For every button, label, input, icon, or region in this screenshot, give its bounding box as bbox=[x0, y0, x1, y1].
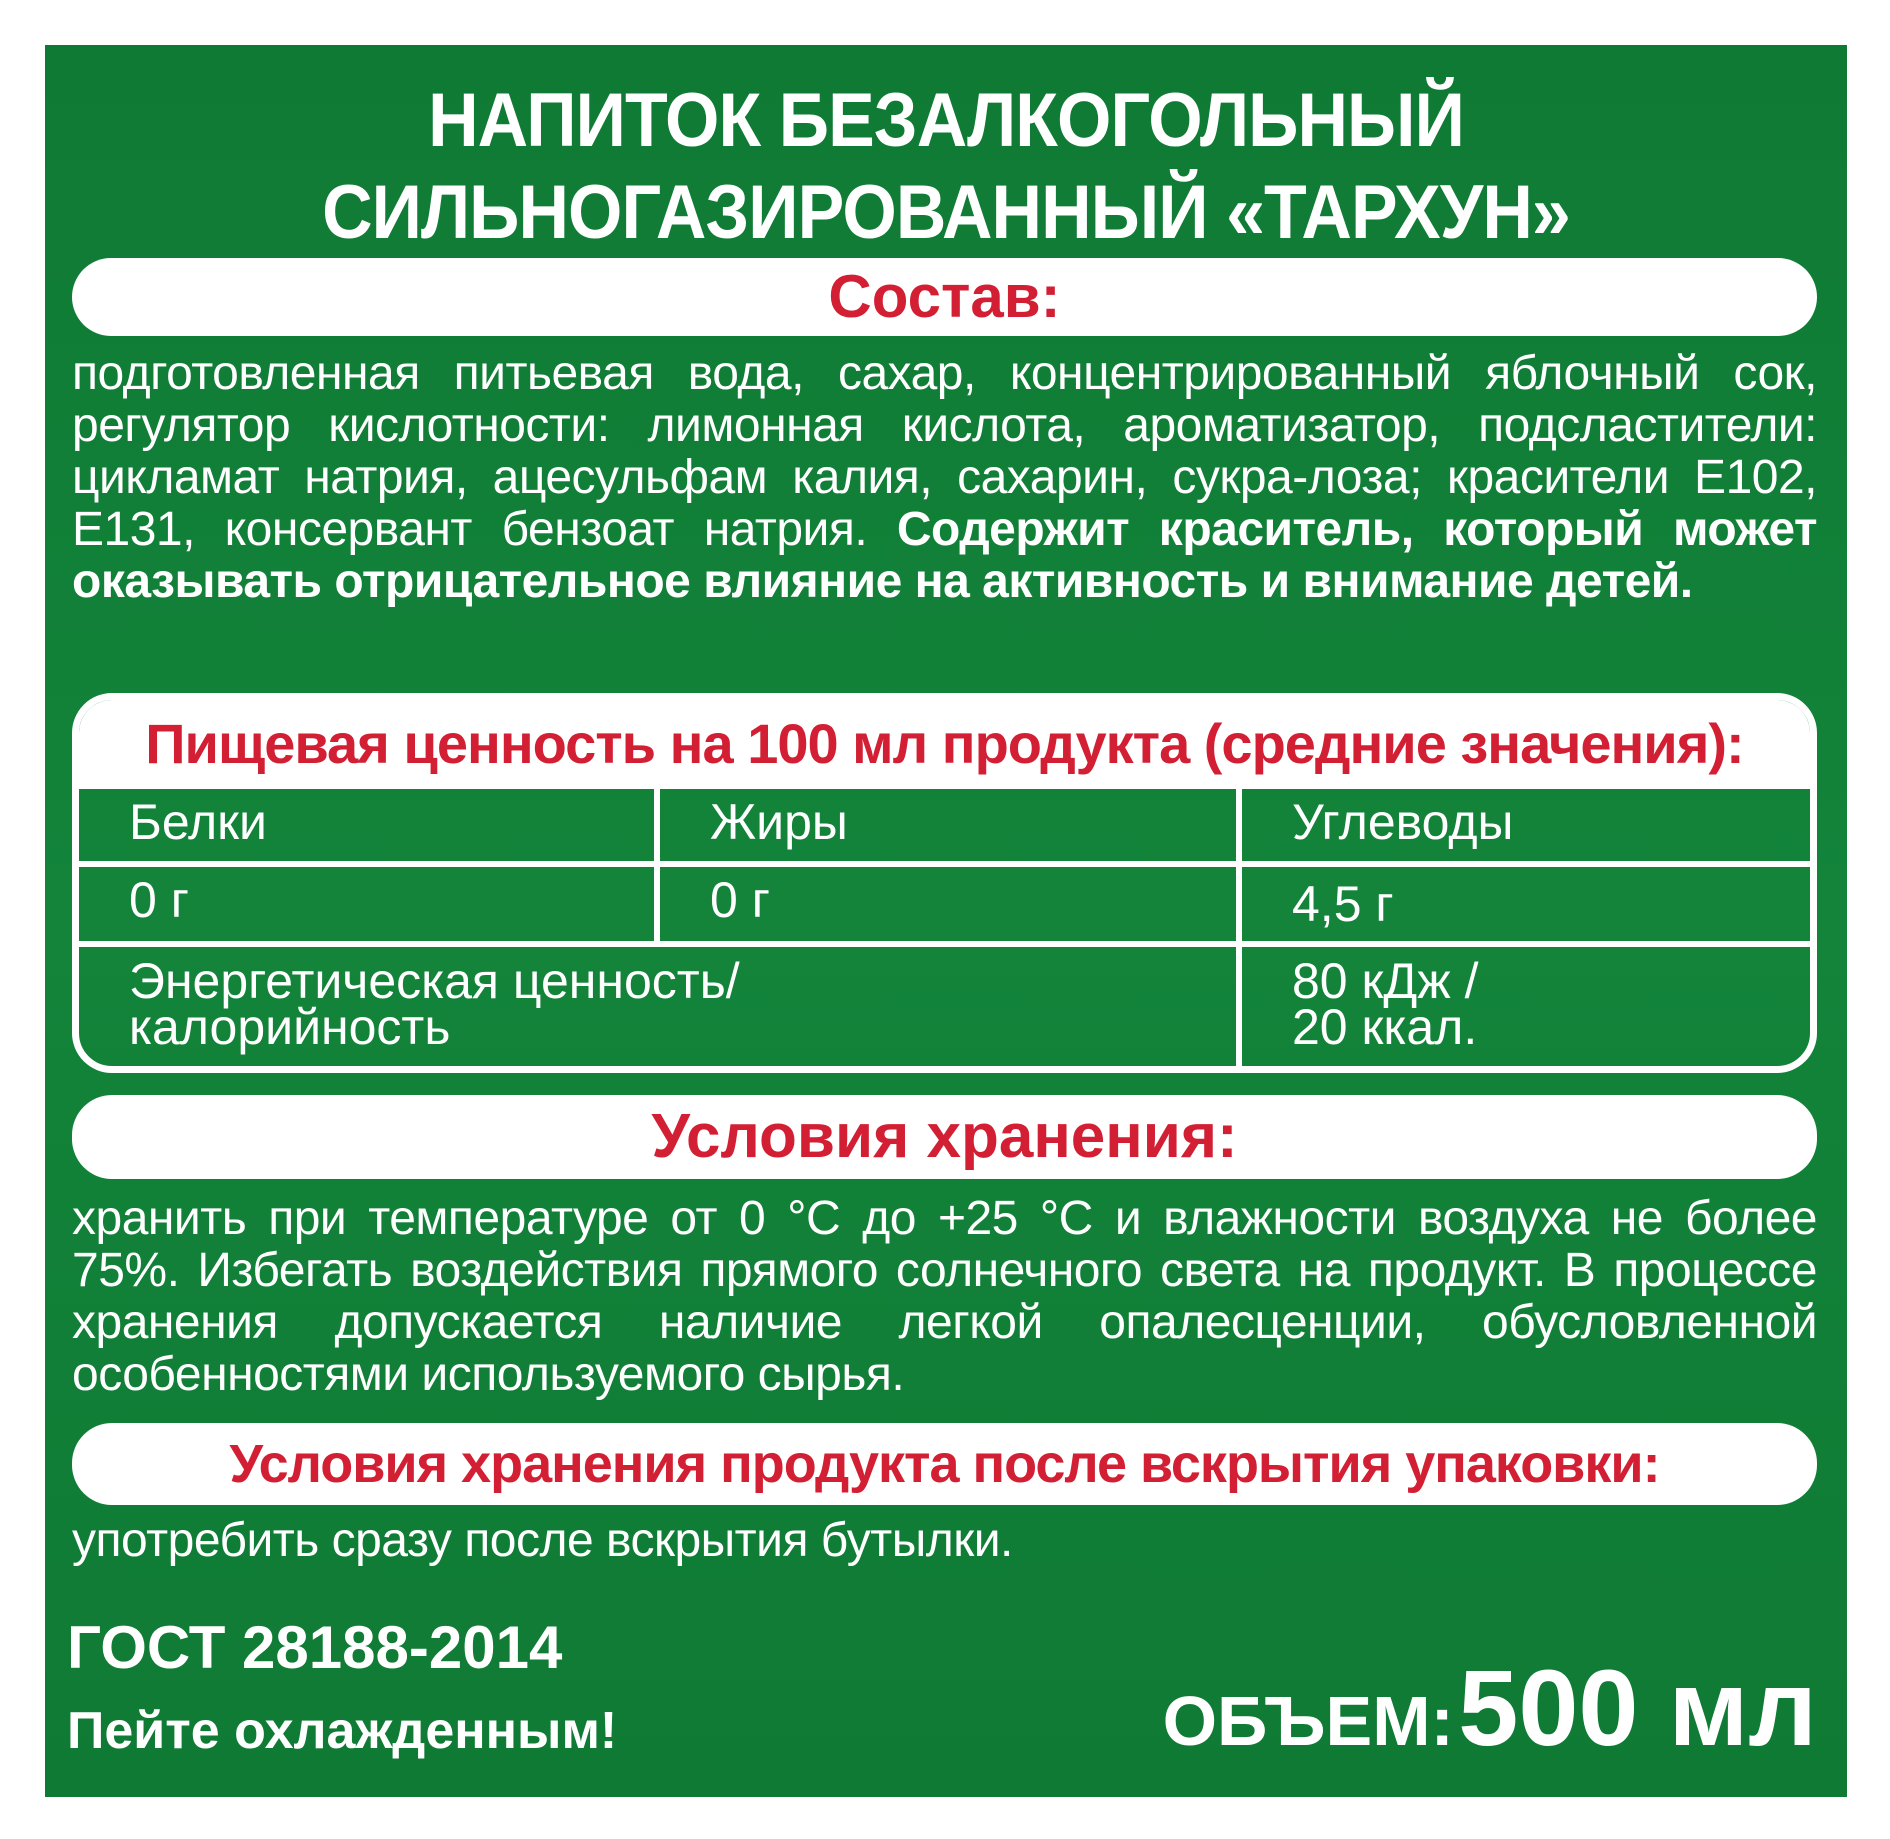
value-carbs: 4,5 г bbox=[1292, 876, 1394, 932]
volume-block bbox=[1163, 1645, 1817, 1770]
storage-heading: Условия хранения: bbox=[651, 1102, 1238, 1171]
volume-label: ОБЪЕМ: bbox=[1162, 1682, 1454, 1760]
composition-warning: Содержит краситель, который может оказывать отрицательное влияние на активность и внимание детей. bbox=[72, 503, 1817, 608]
gost-standard: ГОСТ 28188-2014 bbox=[67, 1614, 563, 1681]
nutrition-heading: Пищевая ценность на 100 мл продукта (средние значения): bbox=[79, 700, 1810, 788]
product-title-line1: НАПИТОК БЕЗАЛКОГОЛЬНЫЙ bbox=[428, 78, 1464, 163]
storage-text: хранить при температуре от 0 °С до +25 °С и влажности воздуха не более 75%. Избегать воздействия прямого солнечного света на продукт. В процессе хранения допускается наличие легкой опалесценции, обусловленной особенностями используемого сырья. bbox=[72, 1192, 1817, 1401]
header-carbs: Углеводы bbox=[1292, 794, 1514, 850]
nutrition-table bbox=[72, 693, 1817, 1073]
energy-value-line2: 20 ккал. bbox=[1292, 999, 1478, 1055]
after-opening-heading: Условия хранения продукта после вскрытия упаковки: bbox=[229, 1434, 1660, 1494]
product-title-line2: СИЛЬНОГАЗИРОВАННЫЙ «ТАРХУН» bbox=[322, 170, 1570, 255]
composition-text-block bbox=[72, 348, 1817, 608]
storage-heading-pill bbox=[72, 1095, 1817, 1179]
energy-value bbox=[1242, 953, 1812, 1055]
header-fat: Жиры bbox=[710, 794, 848, 850]
composition-heading-pill bbox=[72, 258, 1817, 336]
value-protein: 0 г bbox=[129, 872, 189, 928]
table-divider bbox=[79, 861, 1810, 867]
header-protein: Белки bbox=[129, 794, 267, 850]
nutrition-grid bbox=[79, 788, 1810, 1066]
table-divider bbox=[79, 783, 1810, 789]
energy-value-line1: 80 кДж / bbox=[1292, 953, 1479, 1009]
energy-label-line2: калорийность bbox=[129, 999, 451, 1055]
energy-label bbox=[79, 953, 1229, 1055]
product-title bbox=[117, 75, 1775, 259]
volume-value: 500 мл bbox=[1458, 1647, 1817, 1768]
product-label bbox=[45, 45, 1847, 1797]
after-opening-heading-pill bbox=[72, 1423, 1817, 1505]
table-divider bbox=[79, 941, 1810, 947]
composition-heading: Состав: bbox=[828, 263, 1061, 330]
value-fat: 0 г bbox=[710, 872, 770, 928]
serve-chilled-note: Пейте охлажденным! bbox=[67, 1702, 618, 1760]
composition-text: подготовленная питьевая вода, сахар, концентрированный яблочный сок, регулятор кислотности: лимонная кислота, ароматизатор, подсластители: цикламат натрия, ацесульфам калия, сахарин, сукра-лоза; красители Е102, Е131, консервант бензоат натрия. bbox=[72, 347, 1817, 556]
after-opening-text: употребить сразу после вскрытия бутылки. bbox=[72, 1514, 1013, 1567]
energy-label-line1: Энергетическая ценность/ bbox=[129, 953, 740, 1009]
